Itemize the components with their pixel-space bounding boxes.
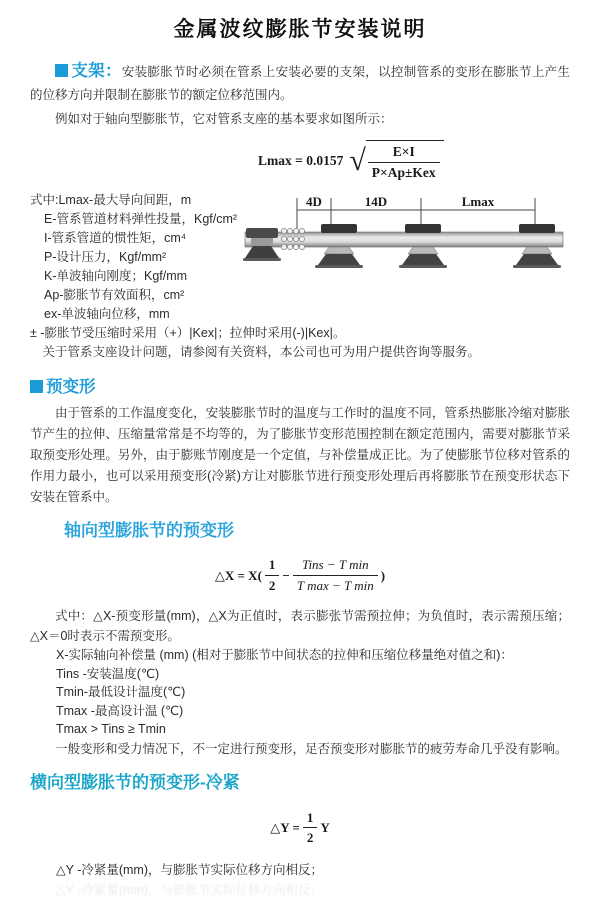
lateral-preform-heading: 横向型膨胀节的预变形-冷紧 bbox=[30, 770, 570, 796]
support-paragraph bbox=[30, 57, 570, 108]
definition-line: X-实际轴向补偿量 (mm) (相对于膨胀节中间状态的拉伸和压缩位移量绝对值之和)： bbox=[30, 646, 570, 665]
support-intro-text: 安装膨胀节时必须在管系上安装必要的支架，以控制管系的变形在膨胀节上产生的位移方向并限制在膨胀节的额定位移范围内。 bbox=[30, 65, 570, 103]
document-content bbox=[0, 57, 600, 899]
one-half-fraction: $\frac{1}{2}$ bbox=[303, 808, 318, 848]
dim-label-4d: 4D bbox=[306, 194, 322, 209]
definition-line: Tmin-最低设计温度(℃) bbox=[30, 683, 570, 702]
page-title: 金属波纹膨胀节安装说明 bbox=[0, 0, 600, 46]
lmax-formula-numerator: E×I bbox=[368, 142, 440, 163]
support-heading: 支架： bbox=[71, 62, 122, 80]
scan-bleed-ghost-text: △Y -冷紧量(mm)，与膨胀节实际位移方向相反； bbox=[30, 881, 570, 899]
axial-definitions bbox=[30, 646, 570, 739]
temperature-fraction: $\frac{\text{Tins − T min}}{\text{T max − T min}}$ bbox=[293, 555, 378, 595]
lateral-formula-lhs: △Y = bbox=[270, 818, 300, 838]
definition-line: I-管系管道的惯性矩，cm⁴ bbox=[30, 229, 570, 248]
lmax-formula-lhs: Lmax = 0.0157 bbox=[258, 151, 343, 171]
preform-heading-row bbox=[30, 375, 570, 400]
definition-line: E-管系管道材料弹性投量，Kgf/cm² bbox=[30, 210, 570, 229]
one-half-fraction: $\frac{1}{2}$ bbox=[265, 555, 280, 595]
axial-where-paragraph: 式中：△X-预变形量(mm)，△X为正值时，表示膨张节需预拉伸；为负值时，表示需预压缩；△X＝0时表示不需预变形。 bbox=[30, 606, 570, 646]
axial-preform-formula bbox=[30, 555, 570, 595]
axial-formula-close: ) bbox=[381, 566, 385, 586]
lateral-note: △Y -冷紧量(mm)，与膨胀节实际位移方向相反； bbox=[30, 861, 570, 880]
minus-sign: − bbox=[282, 566, 289, 586]
dim-label-lmax: Lmax bbox=[462, 194, 495, 209]
preform-paragraph: 由于管系的工作温度变化，安装膨胀节时的温度与工作时的温度不同，管系热膨胀冷缩对膨胀节产生的拉伸、压缩量常常是不均等的，为了膨胀节变形范围控制在额定范围内，需要对膨胀节采取预变形处理。另外，由于膨账节刚度是一个定值，与补偿量成正比。为了使膨胀节位移对管系的作用力最小，也可以采用预变形(冷紧)方让对膨胀节进行预变形处理后再将膨胀节在预变形状态下安装在管系中。 bbox=[30, 403, 570, 508]
lmax-formula bbox=[258, 140, 444, 184]
definition-line: K-单波轴向刚度；Kgf/mm bbox=[30, 267, 570, 286]
lateral-formula-rhs: Y bbox=[320, 818, 329, 838]
sqrt-symbol: √ bbox=[349, 146, 365, 176]
dim-label-14d: 14D bbox=[365, 194, 387, 209]
definition-line: Tmax > Tins ≥ Tmin bbox=[30, 720, 570, 739]
axial-note: 一般变形和受力情况下，不一定进行预变形，足否预变形对膨胀节的疲劳寿命几乎没有影响。 bbox=[30, 740, 570, 759]
axial-preform-heading: 轴向型膨胀节的预变形 bbox=[64, 518, 570, 544]
definition-line: Ap-膨胀节有效面积，cm² bbox=[30, 286, 570, 305]
lmax-formula-denominator: P×Ap±Kex bbox=[368, 163, 440, 183]
definition-line: Tmax -最高设计温 (℃) bbox=[30, 702, 570, 721]
blue-square-icon bbox=[55, 64, 68, 77]
preform-heading: 预变形 bbox=[46, 378, 96, 396]
lateral-preform-formula bbox=[30, 808, 570, 848]
pipe-support-diagram bbox=[243, 192, 600, 288]
blue-square-icon bbox=[30, 380, 43, 393]
definition-line: P-设计压力，Kgf/mm² bbox=[30, 248, 570, 267]
lmax-formula-radicand bbox=[366, 140, 444, 184]
definition-line: 式中:Lmax-最大导向间距，m bbox=[30, 191, 570, 210]
definition-line: ex-单波轴向位移，mm bbox=[30, 305, 570, 324]
lmax-formula-fraction bbox=[368, 142, 440, 184]
definition-line: Tins -安装温度(℃) bbox=[30, 665, 570, 684]
consulting-note: 关于管系支座设计问题，请参阅有关资料，本公司也可为用户提供咨询等服务。 bbox=[30, 343, 570, 362]
support-example-line: 例如对于轴向型膨胀节，它对管系支座的基本要求如图所示： bbox=[30, 109, 570, 130]
axial-formula-lhs: △X = X( bbox=[215, 566, 262, 586]
sign-convention-note: ± -膨胀节受压缩时采用（+）|Kex|；拉伸时采用(-)|Kex|。 bbox=[30, 324, 570, 343]
